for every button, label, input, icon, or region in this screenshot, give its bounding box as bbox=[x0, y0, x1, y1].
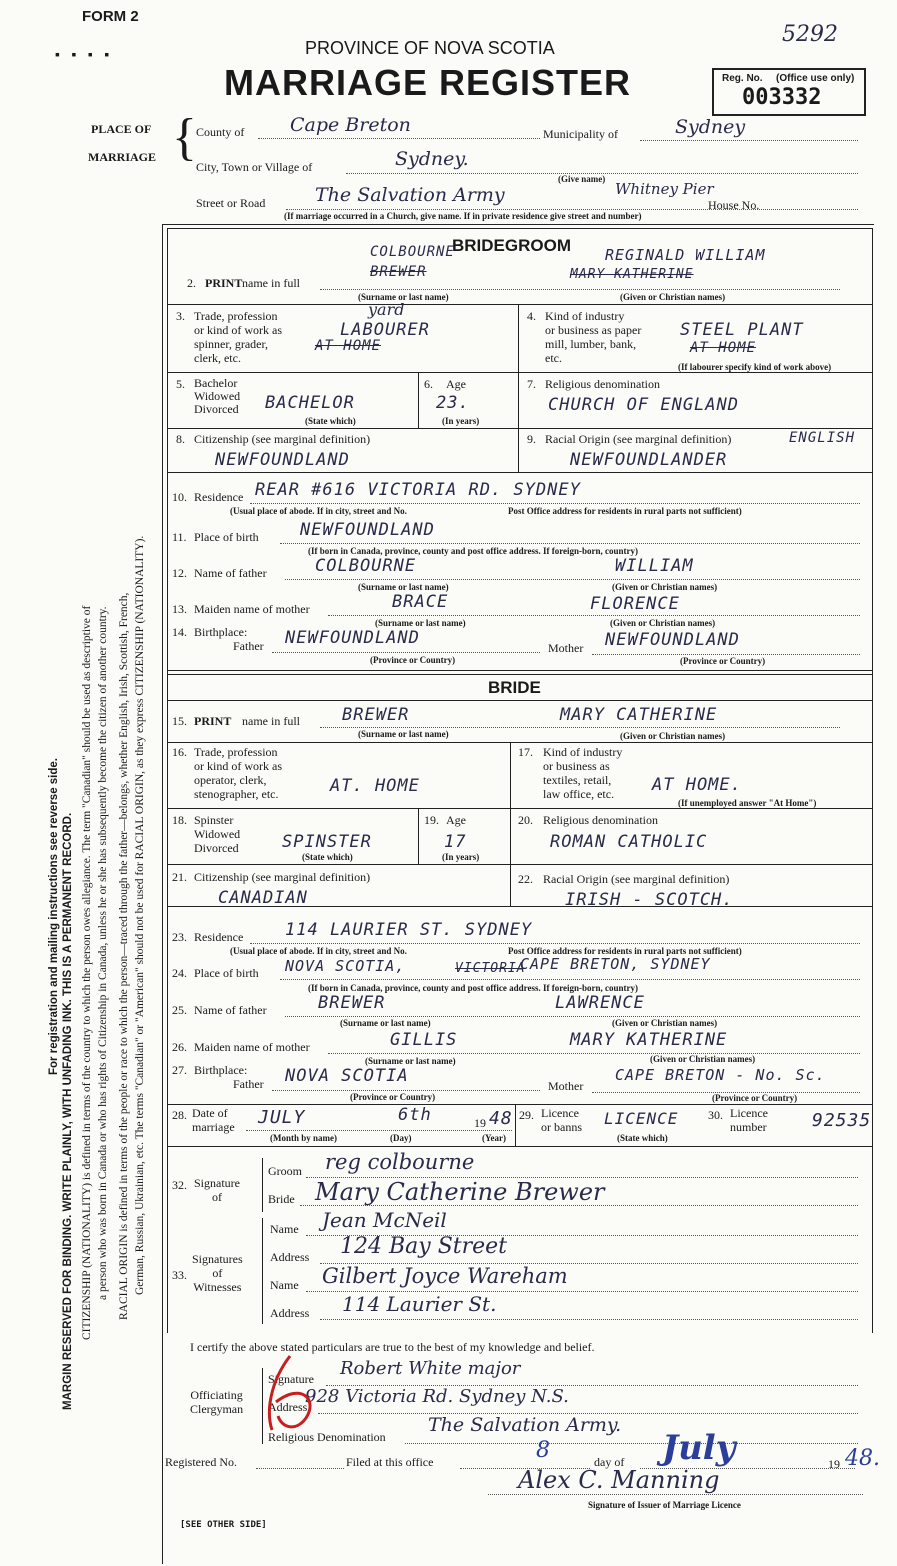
groom-status-caption: (State which) bbox=[305, 416, 356, 426]
f24-caption: (If born in Canada, province, county and post office address. If foreign-born, country) bbox=[308, 983, 639, 993]
top-number: 5292 bbox=[782, 22, 838, 47]
groom-father-surname: COLBOURNE bbox=[315, 556, 417, 576]
groom-mother-surname: BRACE bbox=[392, 592, 449, 612]
groom-industry: STEEL PLANT bbox=[680, 320, 804, 340]
witness-1-address: 124 Bay Street bbox=[340, 1234, 507, 1259]
groom-industry-struck: AT HOME bbox=[690, 340, 757, 356]
f14-father-caption: (Province or Country) bbox=[370, 655, 456, 665]
f30-num: 30. bbox=[708, 1108, 723, 1122]
f12-surname-caption: (Surname or last name) bbox=[358, 582, 449, 592]
filed-year-prefix: 19 bbox=[828, 1457, 840, 1471]
groom-mother-given: FLORENCE bbox=[590, 594, 680, 614]
groom-origin: NEWFOUNDLANDER bbox=[570, 450, 728, 470]
f8-num: 8. bbox=[176, 432, 185, 446]
issuer-signature: Alex C. Manning bbox=[518, 1466, 720, 1494]
bride-status: SPINSTER bbox=[282, 832, 372, 852]
f23-caption-2: Post Office address for residents in rural parts not sufficient) bbox=[508, 946, 742, 956]
municipality-label: Municipality of bbox=[543, 127, 618, 141]
groom-signature: reg colbourne bbox=[325, 1150, 475, 1174]
bride-signature: Mary Catherine Brewer bbox=[315, 1178, 605, 1206]
f15-print: PRINT bbox=[194, 714, 232, 728]
f26-num: 26. bbox=[172, 1040, 187, 1054]
f27-label: Birthplace: bbox=[194, 1063, 248, 1077]
groom-given-caption: (Given or Christian names) bbox=[620, 292, 726, 302]
f21-num: 21. bbox=[172, 870, 187, 884]
f20-label: Religious denomination bbox=[543, 813, 658, 827]
f16-label: Trade, profession or kind of work as operator, clerk, stenographer, etc. bbox=[194, 745, 282, 801]
sidebar-line-2: For registration and mailing instructions see reverse side. bbox=[48, 758, 60, 1075]
bride-sig-label: Bride bbox=[268, 1192, 295, 1206]
groom-residence: REAR #616 VICTORIA RD. SYDNEY bbox=[255, 480, 581, 500]
bride-trade: AT. HOME bbox=[330, 776, 420, 796]
f7-num: 7. bbox=[527, 377, 536, 391]
clergy-label: Officiating Clergyman bbox=[190, 1388, 244, 1416]
f26-given-caption: (Given or Christian names) bbox=[650, 1054, 756, 1064]
clergy-denomination: The Salvation Army. bbox=[428, 1414, 622, 1436]
f4-caption: (If labourer specify kind of work above) bbox=[678, 362, 832, 372]
f5-num: 5. bbox=[176, 377, 185, 391]
f4-num: 4. bbox=[527, 309, 536, 323]
f17-label: Kind of industry or business as textiles, retail, law office, etc. bbox=[543, 745, 623, 801]
filed-day: 8 bbox=[536, 1438, 550, 1463]
f21-label: Citizenship (see marginal definition) bbox=[194, 870, 371, 884]
groom-surname: COLBOURNE bbox=[370, 244, 455, 260]
bride-citizenship: CANADIAN bbox=[218, 888, 308, 908]
f10-label: Residence bbox=[194, 490, 244, 504]
groom-surname-struck: BREWER bbox=[370, 264, 427, 280]
groom-religion: CHURCH OF ENGLAND bbox=[548, 395, 739, 415]
groom-status: BACHELOR bbox=[265, 393, 355, 413]
f14-mother-caption: (Province or Country) bbox=[680, 656, 766, 666]
f13-label: Maiden name of mother bbox=[194, 602, 310, 616]
bride-birthplace-rest: CAPE BRETON, SYDNEY bbox=[520, 955, 711, 973]
marriage-year-prefix: 19 bbox=[474, 1116, 486, 1130]
w1-name-label: Name bbox=[270, 1222, 299, 1236]
f27-mother-caption: (Province or Country) bbox=[712, 1093, 798, 1103]
f25-surname-caption: (Surname or last name) bbox=[340, 1018, 431, 1028]
f20-num: 20. bbox=[518, 813, 533, 827]
groom-birthplace: NEWFOUNDLAND bbox=[300, 520, 435, 540]
f14-label: Birthplace: bbox=[194, 625, 248, 639]
bride-surname: BREWER bbox=[342, 705, 410, 725]
bride-mother-given: MARY KATHERINE bbox=[570, 1030, 728, 1050]
place-heading-1: PLACE OF bbox=[91, 122, 152, 136]
f6-label: Age bbox=[446, 377, 466, 391]
groom-age-caption: (In years) bbox=[442, 416, 480, 426]
licence-type-caption: (State which) bbox=[617, 1133, 668, 1143]
w2-address-label: Address bbox=[270, 1306, 310, 1320]
bride-heading: BRIDE bbox=[488, 678, 541, 697]
f10-caption-2: Post Office address for residents in rural parts not sufficient) bbox=[508, 506, 742, 516]
witness-2-name: Gilbert Joyce Wareham bbox=[322, 1264, 568, 1288]
house-value: Whitney Pier bbox=[615, 180, 714, 198]
municipality-value: Sydney bbox=[675, 116, 746, 138]
day-of-label: day of bbox=[594, 1455, 625, 1469]
clergy-denom-label: Religious Denomination bbox=[268, 1430, 386, 1444]
f18-label: Spinster Widowed Divorced bbox=[194, 813, 241, 855]
bride-birthplace-struck: VICTORIA bbox=[455, 961, 526, 976]
f28-label: Date of marriage bbox=[192, 1106, 235, 1134]
groom-father-given: WILLIAM bbox=[615, 556, 694, 576]
bride-mother-surname: GILLIS bbox=[390, 1030, 458, 1050]
f9-num: 9. bbox=[527, 432, 536, 446]
form-label: FORM 2 bbox=[82, 8, 139, 25]
f27-father-caption: (Province or Country) bbox=[350, 1092, 436, 1102]
f15-surname-caption: (Surname or last name) bbox=[358, 729, 449, 739]
day-caption: (Day) bbox=[390, 1133, 412, 1143]
bride-birthplace: NOVA SCOTIA, bbox=[285, 957, 406, 975]
filed-year: 48. bbox=[845, 1446, 880, 1471]
w1-address-label: Address bbox=[270, 1250, 310, 1264]
f25-label: Name of father bbox=[194, 1003, 267, 1017]
f3-num: 3. bbox=[176, 309, 185, 323]
f26-label: Maiden name of mother bbox=[194, 1040, 310, 1054]
witness-2-address: 114 Laurier St. bbox=[342, 1292, 497, 1316]
f27-father-label: Father bbox=[233, 1077, 264, 1091]
sidebar-line-1: MARGIN RESERVED FOR BINDING. WRITE PLAINLY, WITH UNFADING INK. THIS IS A PERMANENT RECORD. bbox=[62, 812, 74, 1410]
groom-surname-caption: (Surname or last name) bbox=[358, 292, 449, 302]
page-title: MARRIAGE REGISTER bbox=[224, 62, 632, 103]
f14-father-label: Father bbox=[233, 639, 264, 653]
f2-print: PRINT bbox=[205, 276, 243, 290]
f10-num: 10. bbox=[172, 490, 187, 504]
bride-religion: ROMAN CATHOLIC bbox=[550, 832, 708, 852]
bride-industry: AT HOME. bbox=[652, 775, 742, 795]
place-note: (If marriage occurred in a Church, give name. If in private residence give street and number) bbox=[284, 211, 642, 221]
groom-citizenship: NEWFOUNDLAND bbox=[215, 450, 350, 470]
reg-number: 003332 bbox=[742, 85, 822, 110]
house-label: House No. bbox=[708, 198, 760, 212]
sidebar-line-3: CITIZENSHIP (NATIONALITY) is defined in terms of the country to which the person owes allegiance. The term "Canadian" should be used as descriptive of bbox=[81, 605, 93, 1340]
f12-given-caption: (Given or Christian names) bbox=[612, 582, 718, 592]
province-heading: PROVINCE OF NOVA SCOTIA bbox=[305, 38, 555, 58]
f25-num: 25. bbox=[172, 1003, 187, 1017]
f32-num: 32. bbox=[172, 1178, 187, 1192]
groom-origin-extra: ENGLISH bbox=[789, 430, 856, 446]
f22-num: 22. bbox=[518, 872, 533, 886]
county-value: Cape Breton bbox=[290, 114, 411, 136]
city-value: Sydney. bbox=[395, 148, 469, 170]
give-name-label: (Give name) bbox=[558, 174, 606, 184]
bride-age-caption: (In years) bbox=[442, 852, 480, 862]
f33-num: 33. bbox=[172, 1268, 187, 1282]
reg-box bbox=[712, 68, 866, 116]
f32-label: Signature of bbox=[194, 1176, 240, 1204]
f22-label: Racial Origin (see marginal definition) bbox=[543, 872, 730, 886]
bridegroom-heading: BRIDEGROOM bbox=[452, 236, 571, 255]
f6-num: 6. bbox=[424, 377, 433, 391]
filed-label: Filed at this office bbox=[346, 1455, 434, 1469]
marriage-year: 48 bbox=[489, 1108, 513, 1129]
f27-mother-label: Mother bbox=[548, 1079, 584, 1093]
groom-trade: LABOURER bbox=[340, 320, 430, 340]
bride-given: MARY CATHERINE bbox=[560, 705, 718, 725]
clergy-sig-label: Signature bbox=[268, 1372, 314, 1386]
marriage-month: JULY bbox=[258, 1107, 306, 1128]
sidebar-line-4: a person who was born in Canada or who has rights of Citizenship in Canada, unless he or she has subsequently become the citizen of another country. bbox=[97, 606, 109, 1300]
f24-num: 24. bbox=[172, 966, 187, 980]
f3-label: Trade, profession or kind of work as spinner, grader, clerk, etc. bbox=[194, 309, 282, 365]
f28-num: 28. bbox=[172, 1108, 187, 1122]
f24-label: Place of birth bbox=[194, 966, 259, 980]
licence-type: LICENCE bbox=[604, 1109, 679, 1128]
f11-caption: (If born in Canada, province, county and post office address. If foreign-born, country) bbox=[308, 546, 639, 556]
sidebar-line-5: RACIAL ORIGIN is defined in terms of the people or race to which the person—traced through the father—belongs, whether English, Irish, Scottish, French, bbox=[118, 592, 130, 1320]
marriage-day: 6th bbox=[398, 1105, 432, 1125]
reg-label: Reg. No. bbox=[722, 73, 763, 84]
f13-num: 13. bbox=[172, 602, 187, 616]
f7-label: Religious denomination bbox=[545, 377, 660, 391]
groom-trade-struck: AT HOME bbox=[315, 338, 382, 354]
f14-mother-label: Mother bbox=[548, 641, 584, 655]
red-mark bbox=[262, 1352, 320, 1436]
witness-1-name: Jean McNeil bbox=[322, 1208, 447, 1232]
f11-num: 11. bbox=[172, 530, 187, 544]
f18-num: 18. bbox=[172, 813, 187, 827]
w2-name-label: Name bbox=[270, 1278, 299, 1292]
f15-given-caption: (Given or Christian names) bbox=[620, 731, 726, 741]
f19-label: Age bbox=[446, 813, 466, 827]
groom-given: REGINALD WILLIAM bbox=[605, 246, 766, 264]
f13-surname-caption: (Surname or last name) bbox=[375, 618, 466, 628]
f12-label: Name of father bbox=[194, 566, 267, 580]
bride-residence: 114 LAURIER ST. SYDNEY bbox=[285, 920, 533, 940]
f2-num: 2. bbox=[187, 276, 196, 290]
f10-caption: (Usual place of abode. If in city, street and No. bbox=[230, 506, 407, 516]
certify-text: I certify the above stated particulars are true to the best of my knowledge and belief. bbox=[190, 1340, 595, 1354]
f14-num: 14. bbox=[172, 625, 187, 639]
licence-number: 92535 bbox=[812, 1110, 872, 1131]
f23-caption: (Usual place of abode. If in city, street and No. bbox=[230, 946, 407, 956]
f15-num: 15. bbox=[172, 714, 187, 728]
f8-label: Citizenship (see marginal definition) bbox=[194, 432, 371, 446]
f4-label: Kind of industry or business as paper mill, lumber, bank, etc. bbox=[545, 309, 642, 365]
bride-mother-birthplace: CAPE BRETON - No. Sc. bbox=[615, 1066, 826, 1084]
f9-label: Racial Origin (see marginal definition) bbox=[545, 432, 732, 446]
brace: { bbox=[172, 109, 197, 166]
bride-origin: IRISH - SCOTCH. bbox=[565, 890, 734, 910]
place-heading-2: MARRIAGE bbox=[88, 150, 156, 164]
f15-label: name in full bbox=[242, 714, 300, 728]
clergy-address-label: Address bbox=[268, 1400, 308, 1414]
f13-given-caption: (Given or Christian names) bbox=[610, 618, 716, 628]
sidebar-line-6: German, Russian, Ukrainian, etc. The terms "Canadian" or "American" should not be used for RACIAL ORIGIN, as they express CITIZENSHIP (NATIONALITY). bbox=[134, 535, 146, 1295]
f17-num: 17. bbox=[518, 745, 533, 759]
street-value: The Salvation Army bbox=[315, 184, 505, 206]
bride-father-given: LAWRENCE bbox=[555, 993, 645, 1013]
f30-label: Licence number bbox=[730, 1106, 768, 1134]
bride-age: 17 bbox=[444, 832, 467, 852]
bride-status-caption: (State which) bbox=[302, 852, 353, 862]
groom-sig-label: Groom bbox=[268, 1164, 302, 1178]
f2-label: name in full bbox=[242, 276, 300, 290]
f11-label: Place of birth bbox=[194, 530, 259, 544]
f19-num: 19. bbox=[424, 813, 439, 827]
city-label: City, Town or Village of bbox=[196, 160, 313, 174]
margin-dots: ▪ ▪ ▪ ▪ bbox=[55, 48, 114, 63]
county-label: County of bbox=[196, 125, 245, 139]
groom-age: 23. bbox=[436, 393, 470, 413]
f16-num: 16. bbox=[172, 745, 187, 759]
groom-trade-insert: yard bbox=[368, 300, 405, 319]
f23-num: 23. bbox=[172, 930, 187, 944]
year-caption: (Year) bbox=[482, 1133, 506, 1143]
bride-father-birthplace: NOVA SCOTIA bbox=[285, 1066, 409, 1086]
see-other-side: [SEE OTHER SIDE] bbox=[180, 1520, 267, 1530]
issuer-caption: Signature of Issuer of Marriage Licence bbox=[588, 1500, 741, 1510]
f23-label: Residence bbox=[194, 930, 244, 944]
groom-father-birthplace: NEWFOUNDLAND bbox=[285, 628, 420, 648]
f33-label: Signatures of Witnesses bbox=[192, 1252, 243, 1294]
f29-num: 29. bbox=[519, 1108, 534, 1122]
f5-label: Bachelor Widowed Divorced bbox=[194, 376, 241, 416]
reg-office: (Office use only) bbox=[776, 73, 855, 84]
clergy-signature: Robert White major bbox=[340, 1358, 521, 1379]
f29-label: Licence or banns bbox=[541, 1106, 582, 1134]
clergy-address: 928 Victoria Rd. Sydney N.S. bbox=[305, 1386, 569, 1407]
f26-surname-caption: (Surname or last name) bbox=[365, 1056, 456, 1066]
f27-num: 27. bbox=[172, 1063, 187, 1077]
f25-given-caption: (Given or Christian names) bbox=[612, 1018, 718, 1028]
month-caption: (Month by name) bbox=[270, 1133, 337, 1143]
f12-num: 12. bbox=[172, 566, 187, 580]
groom-given-struck: MARY KATHERINE bbox=[570, 267, 694, 282]
bride-father-surname: BREWER bbox=[318, 993, 386, 1013]
groom-mother-birthplace: NEWFOUNDLAND bbox=[605, 630, 740, 650]
registered-label: Registered No. bbox=[165, 1455, 237, 1469]
street-label: Street or Road bbox=[196, 196, 266, 210]
filed-month: July bbox=[662, 1428, 736, 1468]
f17-caption: (If unemployed answer "At Home") bbox=[678, 798, 817, 808]
